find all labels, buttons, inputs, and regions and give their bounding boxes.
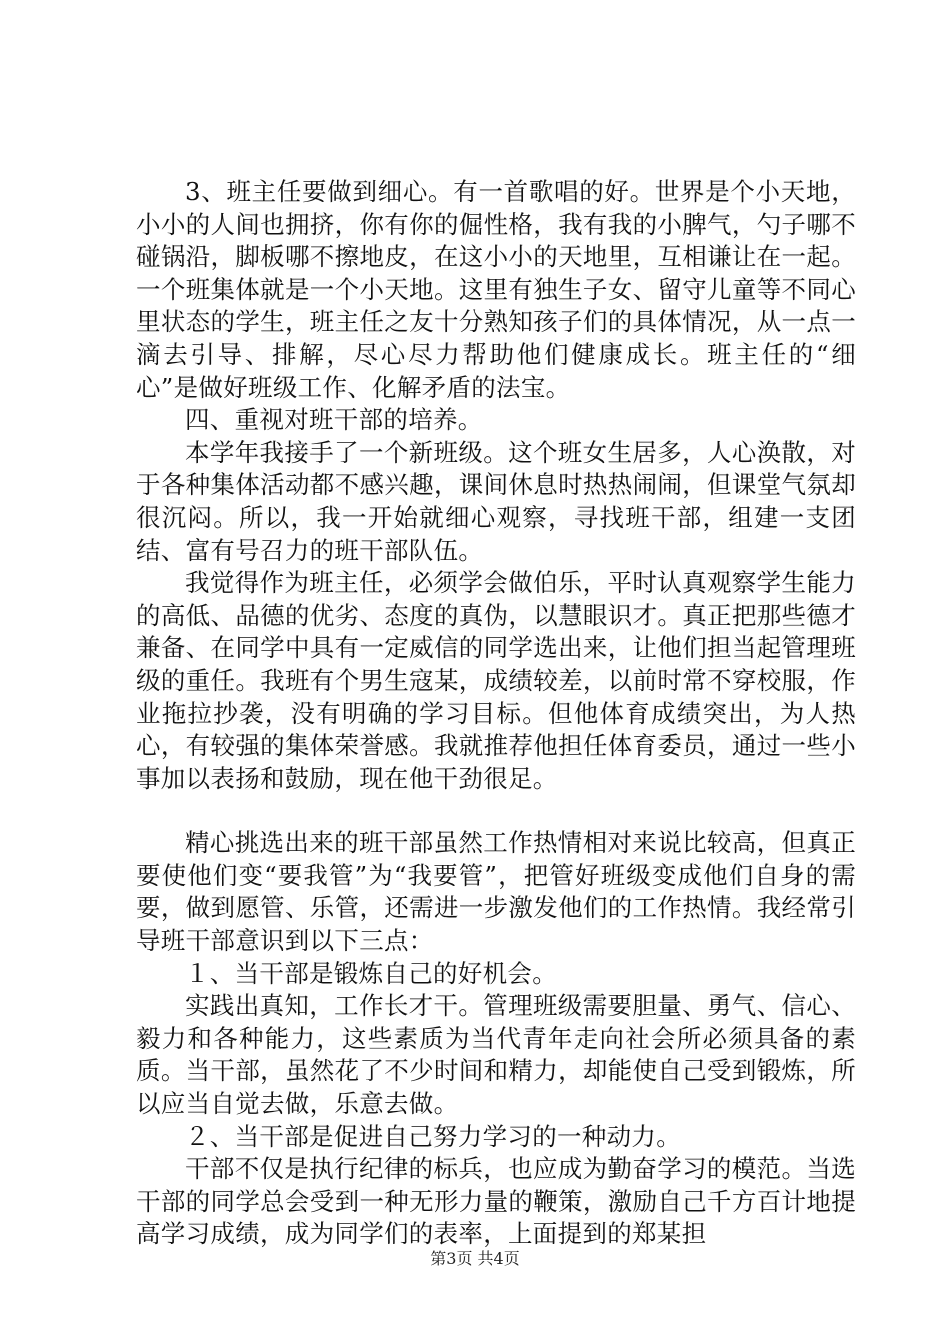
paragraph-talent-scout: 我觉得作为班主任，必须学会做伯乐，平时认真观察学生能力的高低、品德的优劣、态度的真伪，以慧眼识才。真正把那些德才兼备、在同学中具有一定威信的同学选出来，让他们担当起管理班级的重任。我班有个男生寇某，成绩较差，以前时常不穿校服，作业拖拉抄袭，没有明确的学习目标。但他体育成绩突出，为人热心，有较强的集体荣誉感。我就推荐他担任体育委员，通过一些小事加以表扬和鼓励，现在他干劲很足。 (136, 568, 856, 793)
paragraph-new-class: 本学年我接手了一个新班级。这个班女生居多，人心涣散，对于各种集体活动都不感兴趣，课间休息时热热闹闹，但课堂气氛却很沉闷。所以，我一开始就细心观察，寻找班干部，组建一支团结、富有号召力的班干部队伍。 (136, 437, 856, 565)
paragraph-spacer (136, 795, 856, 827)
paragraph-motivation: 精心挑选出来的班干部虽然工作热情相对来说比较高，但真正要使他们变“要我管”为“我要管”，把管好班级变成他们自身的需要，做到愿管、乐管，还需进一步激发他们的工作热情。我经常引导班干部意识到以下三点： (136, 828, 856, 956)
point-one-heading: １、当干部是锻炼自己的好机会。 (185, 958, 557, 988)
page-number-footer: 第3页 共4页 (430, 1249, 520, 1268)
point-two-heading: ２、当干部是促进自己努力学习的一种动力。 (185, 1121, 681, 1151)
paragraph-model: 干部不仅是执行纪律的标兵，也应成为勤奋学习的模范。当选干部的同学总会受到一种无形力量的鞭策，激励自己千方百计地提高学习成绩，成为同学们的表率，上面提到的郑某担 (136, 1154, 856, 1249)
section-heading-cadre: 四、重视对班干部的培养。 (185, 405, 483, 435)
paragraph-careful: 3、班主任要做到细心。有一首歌唱的好。世界是个小天地，小小的人间也拥挤，你有你的倔性格，我有我的小脾气，勺子哪不碰锅沿，脚板哪不擦地皮，在这小小的天地里，互相谦让在一起。一个班集体就是一个小天地。这里有独生子女、留守儿童等不同心里状态的学生，班主任之友十分熟知孩子们的具体情况，从一点一滴去引导、排解，尽心尽力帮助他们健康成长。班主任的“细心”是做好班级工作、化解矛盾的法宝。 (136, 177, 856, 402)
paragraph-practice: 实践出真知，工作长才干。管理班级需要胆量、勇气、信心、毅力和各种能力，这些素质为当代青年走向社会所必须具备的素质。当干部，虽然花了不少时间和精力，却能使自己受到锻炼，所以应当自觉去做，乐意去做。 (136, 991, 856, 1119)
document-body (136, 176, 856, 1251)
